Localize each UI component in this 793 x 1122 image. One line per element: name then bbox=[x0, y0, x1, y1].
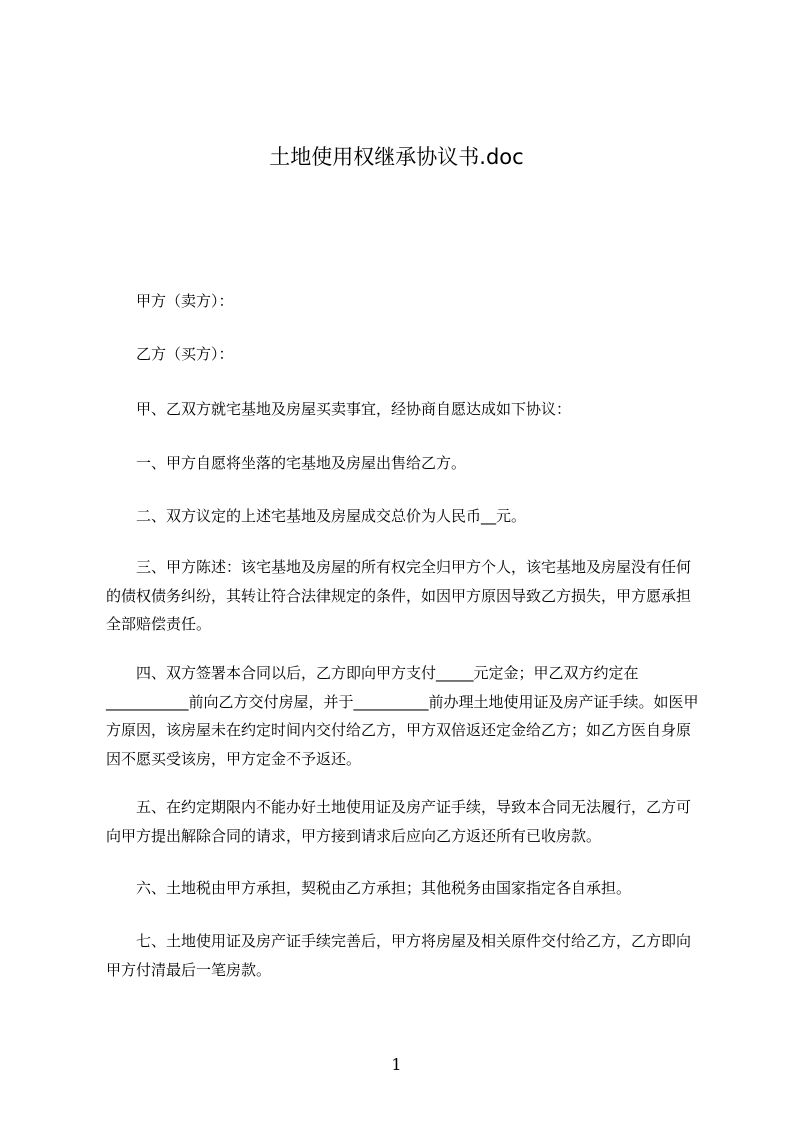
party-a-line: 甲方（卖方）： bbox=[136, 292, 234, 310]
document-title: 土地使用权继承协议书.doc bbox=[269, 145, 524, 169]
clause-4: 四、双方签署本合同以后，乙方即向甲方支付_____元定金；甲乙双方约定在___________前向乙方交付房屋，并于__________前办理土地使用证及房产证手续。如医甲方原因，该房屋未在约定时间内交付给乙方，甲方双倍返还定金给乙方；如乙方医自身原因不愿买受该房，甲方定金不予返还。 bbox=[106, 664, 699, 768]
clause-1: 一、甲方自愿将坐落的宅基地及房屋出售给乙方。 bbox=[136, 454, 467, 472]
party-b-line: 乙方（买方）： bbox=[136, 345, 234, 363]
clause-2: 二、双方议定的上述宅基地及房屋成交总价为人民币__元。 bbox=[136, 507, 527, 525]
clause-7: 七、土地使用证及房产证手续完善后，甲方将房屋及相关原件交付给乙方，乙方即向甲方付清最后一笔房款。 bbox=[106, 932, 692, 979]
clause-3: 三、甲方陈述：该宅基地及房屋的所有权完全归甲方个人，该宅基地及房屋没有任何的债权债务纠纷，其转让符合法律规定的条件，如因甲方原因导致乙方损失，甲方愿承担全部赔偿责任。 bbox=[106, 558, 692, 633]
clause-6: 六、土地税由甲方承担，契税由乙方承担；其他税务由国家指定各自承担。 bbox=[136, 879, 632, 897]
page-number: 1 bbox=[391, 1055, 402, 1074]
agreement-intro: 甲、乙双方就宅基地及房屋买卖事宜，经协商自愿达成如下协议： bbox=[136, 400, 572, 418]
clause-5: 五、在约定期限内不能办好土地使用证及房产证手续，导致本合同无法履行，乙方可向甲方提出解除合同的请求，甲方接到请求后应向乙方返还所有已收房款。 bbox=[106, 798, 692, 845]
